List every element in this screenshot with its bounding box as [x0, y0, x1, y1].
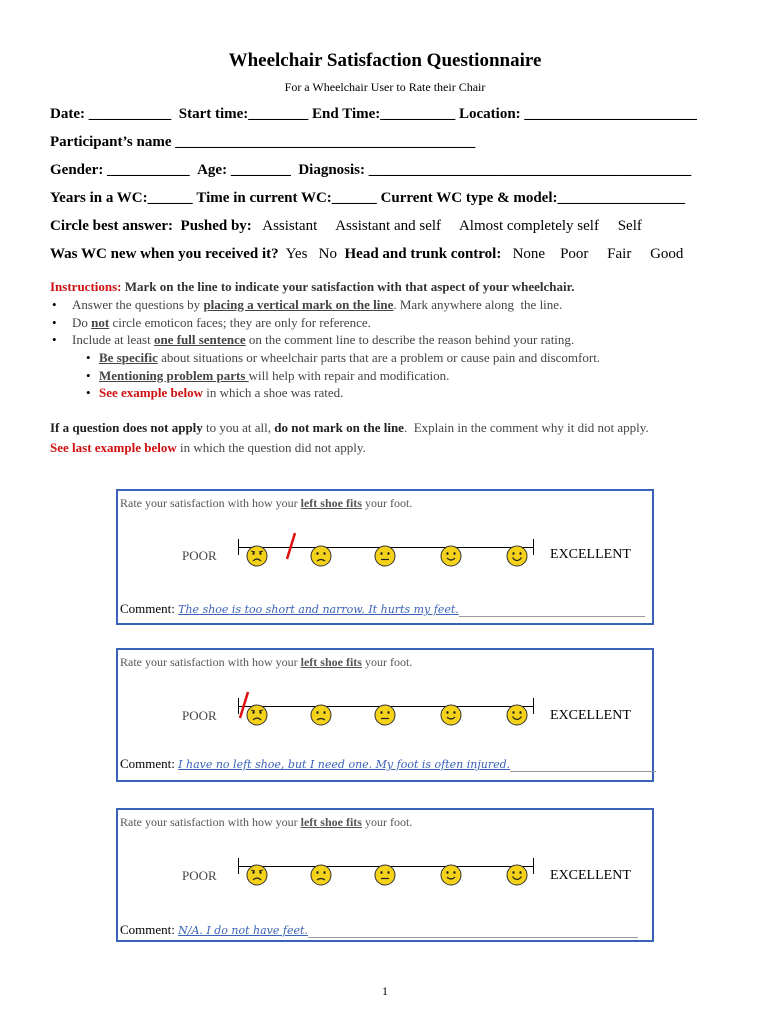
neutral-face-icon — [374, 545, 396, 567]
control-none[interactable]: None — [512, 246, 546, 262]
excellent-label: EXCELLENT — [550, 868, 631, 883]
start-time-field[interactable]: Start time:________ — [178, 106, 309, 122]
row-pushed-by — [50, 218, 642, 235]
row-date-time-location — [50, 106, 697, 123]
comment-text: The shoe is too short and narrow. It hurts my feet. — [178, 603, 459, 616]
very-happy-face-icon — [506, 704, 528, 726]
new-wc-yes[interactable]: Yes — [285, 246, 308, 262]
very-unhappy-face-icon — [246, 545, 268, 567]
rating-mark — [236, 690, 252, 720]
list-item: • See example below in which a shoe was rated. — [86, 385, 344, 400]
question-text: Rate your satisfaction with how your left shoe fits your foot. — [120, 496, 413, 510]
unhappy-face-icon — [310, 864, 332, 886]
very-happy-face-icon — [506, 545, 528, 567]
example-box-1 — [116, 489, 654, 625]
comment-line[interactable]: Comment: The shoe is too short and narrow. It hurts my feet. — [120, 601, 645, 617]
example-box-2 — [116, 648, 654, 782]
unhappy-face-icon — [310, 545, 332, 567]
rating-scale[interactable] — [238, 858, 534, 878]
participant-name-field[interactable]: Participant’s name ________________________________________ — [50, 134, 476, 150]
very-unhappy-face-icon — [246, 864, 268, 886]
poor-label: POOR — [182, 708, 217, 723]
not-apply-paragraph: If a question does not apply to you at all, do not mark on the line. Explain in the comment why it did not apply. — [50, 420, 649, 435]
comment-text: I have no left shoe, but I need one. My foot is often injured. — [178, 758, 511, 771]
excellent-label: EXCELLENT — [550, 708, 631, 723]
end-time-field[interactable]: End Time:__________ — [312, 106, 456, 122]
example-box-3 — [116, 808, 654, 942]
question-text: Rate your satisfaction with how your left shoe fits your foot. — [120, 815, 413, 829]
row-new-wc — [50, 246, 683, 263]
control-fair[interactable]: Fair — [607, 246, 632, 262]
current-wc-type-field[interactable]: Current WC type & model:_________________ — [380, 190, 685, 206]
row-wc-info — [50, 190, 685, 207]
page-subtitle: For a Wheelchair User to Rate their Chair — [284, 80, 486, 94]
rating-mark — [283, 531, 299, 561]
pushed-by-label: Pushed by: — [180, 218, 252, 234]
instructions-main: Mark on the line to indicate your satisfaction with that aspect of your wheelchair. — [124, 279, 575, 294]
pushed-option-almost-self[interactable]: Almost completely self — [458, 218, 599, 234]
list-item: • Be specific about situations or wheelchair parts that are a problem or cause pain and discomfort. — [86, 350, 601, 365]
comment-text: N/A. I do not have feet. — [178, 924, 308, 937]
date-field[interactable]: Date: ___________ — [50, 106, 172, 122]
unhappy-face-icon — [310, 704, 332, 726]
circle-best-label: Circle best answer: — [50, 218, 174, 234]
poor-label: POOR — [182, 548, 217, 563]
instructions-label: Instructions: — [50, 279, 122, 294]
list-item: • Answer the questions by placing a vertical mark on the line. Mark anywhere along the line. — [52, 297, 563, 312]
happy-face-icon — [440, 864, 462, 886]
rating-scale[interactable] — [238, 539, 534, 559]
gender-field[interactable]: Gender: ___________ — [50, 162, 190, 178]
pushed-option-assistant-and-self[interactable]: Assistant and self — [335, 218, 442, 234]
poor-label: POOR — [182, 868, 217, 883]
happy-face-icon — [440, 545, 462, 567]
diagnosis-field[interactable]: Diagnosis: ___________________________________________ — [298, 162, 692, 178]
page-number: 1 — [382, 984, 388, 998]
question-text: Rate your satisfaction with how your left shoe fits your foot. — [120, 655, 413, 669]
excellent-label: EXCELLENT — [550, 547, 631, 562]
comment-line[interactable]: Comment: N/A. I do not have feet. — [120, 922, 638, 938]
control-good[interactable]: Good — [650, 246, 684, 262]
list-item: • Mentioning problem parts will help with repair and modification. — [86, 368, 450, 383]
pushed-option-assistant[interactable]: Assistant — [262, 218, 318, 234]
head-trunk-label: Head and trunk control: — [344, 246, 502, 262]
age-field[interactable]: Age: ________ — [197, 162, 291, 178]
page-title: Wheelchair Satisfaction Questionnaire — [228, 50, 542, 71]
rating-scale[interactable] — [238, 698, 534, 718]
location-field[interactable]: Location: _______________________ — [459, 106, 697, 122]
new-wc-no[interactable]: No — [318, 246, 337, 262]
pushed-option-self[interactable]: Self — [617, 218, 642, 234]
new-wc-question: Was WC new when you received it? — [50, 246, 279, 262]
comment-line[interactable]: Comment: I have no left shoe, but I need one. My foot is often injured. — [120, 756, 656, 772]
list-item: • Do not circle emoticon faces; they are only for reference. — [52, 315, 371, 330]
list-item: • Include at least one full sentence on the comment line to describe the reason behind your rating. — [52, 332, 575, 347]
instructions — [50, 279, 730, 295]
neutral-face-icon — [374, 704, 396, 726]
happy-face-icon — [440, 704, 462, 726]
time-current-wc-field[interactable]: Time in current WC:______ — [196, 190, 377, 206]
very-happy-face-icon — [506, 864, 528, 886]
row-gender-age-diagnosis — [50, 162, 691, 179]
see-last-example: See last example below in which the question did not apply. — [50, 440, 366, 455]
neutral-face-icon — [374, 864, 396, 886]
control-poor[interactable]: Poor — [560, 246, 589, 262]
years-in-wc-field[interactable]: Years in a WC:______ — [50, 190, 193, 206]
